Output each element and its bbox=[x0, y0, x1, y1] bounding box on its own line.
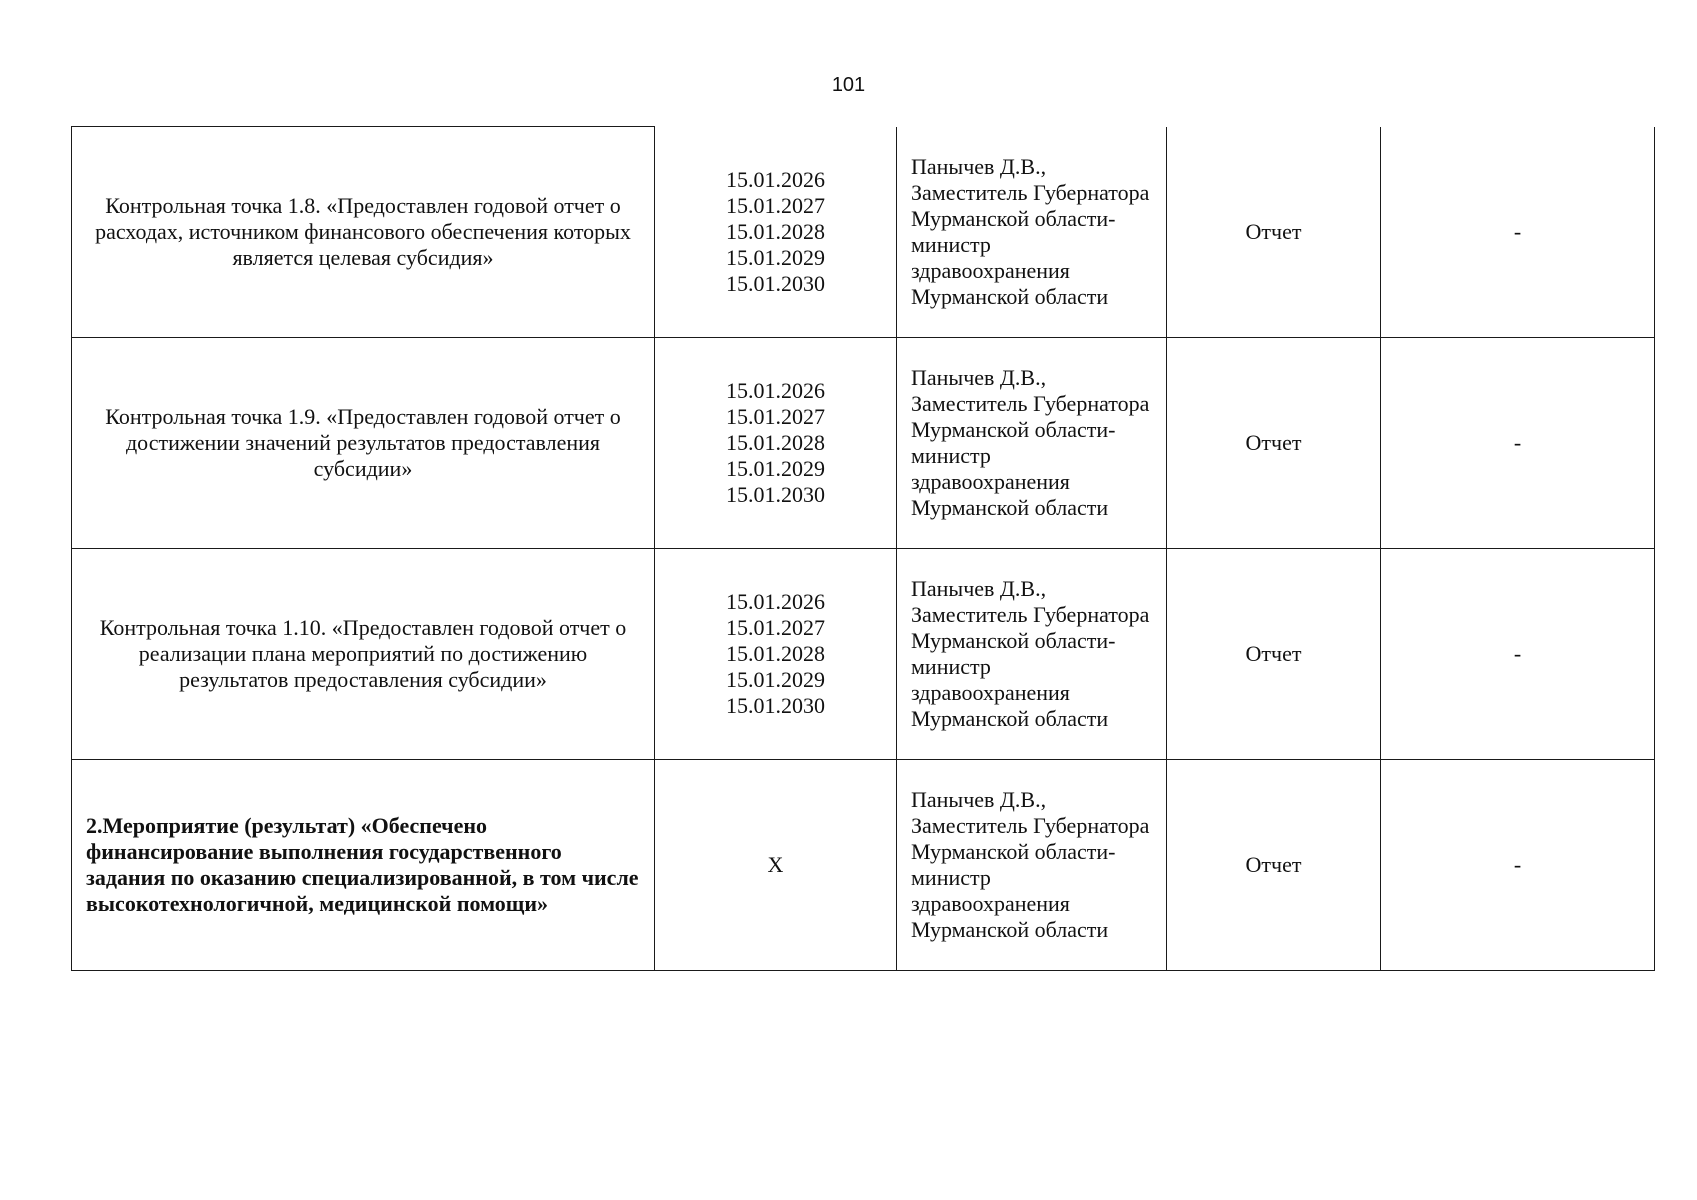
responsible-line: министр bbox=[911, 865, 991, 890]
responsible-line: здравоохранения bbox=[911, 469, 1070, 494]
deadline-date: 15.01.2026 bbox=[726, 589, 825, 614]
deadline-date: 15.01.2026 bbox=[726, 166, 825, 192]
document-type: Отчет bbox=[1167, 127, 1381, 338]
responsible-line: Мурманской области bbox=[911, 283, 1109, 309]
deadline-date: 15.01.2028 bbox=[726, 218, 825, 244]
deadline-dates bbox=[655, 127, 897, 338]
deadline-date: 15.01.2026 bbox=[726, 378, 825, 403]
deadline-date: 15.01.2028 bbox=[726, 641, 825, 666]
control-point-name: Контрольная точка 1.8. «Предоставлен годовой отчет о расходах, источником финансового обеспечения которых является целевая субсидия» bbox=[72, 127, 655, 338]
deadline-dates bbox=[655, 338, 897, 549]
deadline-date: 15.01.2030 bbox=[726, 693, 825, 718]
responsible-line: Мурманской области- bbox=[911, 628, 1116, 653]
responsible-line: Панычев Д.В., bbox=[911, 787, 1047, 812]
note: - bbox=[1381, 127, 1655, 338]
responsible-person bbox=[897, 127, 1167, 338]
deadline-date: 15.01.2029 bbox=[726, 667, 825, 692]
deadline-date: 15.01.2029 bbox=[726, 244, 825, 270]
responsible-line: министр bbox=[911, 231, 991, 257]
responsible-line: Мурманской области- bbox=[911, 839, 1116, 864]
note: - bbox=[1381, 760, 1655, 971]
responsible-line: Заместитель Губернатора bbox=[911, 813, 1150, 838]
responsible-line: Мурманской области- bbox=[911, 417, 1116, 442]
page-number: 101 bbox=[831, 74, 866, 96]
responsible-line: министр bbox=[911, 654, 991, 679]
deadline-dates bbox=[655, 760, 897, 971]
responsible-line: здравоохранения bbox=[911, 257, 1070, 283]
responsible-line: министр bbox=[911, 443, 991, 468]
table-row bbox=[72, 338, 1655, 549]
responsible-line: Заместитель Губернатора bbox=[911, 179, 1150, 205]
document-type: Отчет bbox=[1167, 760, 1381, 971]
responsible-line: Мурманской области bbox=[911, 495, 1109, 520]
deadline-date: 15.01.2028 bbox=[726, 430, 825, 455]
table-row bbox=[72, 549, 1655, 760]
control-point-name: Контрольная точка 1.9. «Предоставлен годовой отчет о достижении значений результатов предоставления субсидии» bbox=[72, 338, 655, 549]
responsible-person bbox=[897, 760, 1167, 971]
activity-name: 2.Мероприятие (результат) «Обеспечено финансирование выполнения государственного задания по оказанию специализированной, в том числе высокотехнологичной, медицинской помощи» bbox=[72, 760, 655, 971]
table-row bbox=[72, 760, 1655, 971]
responsible-line: здравоохранения bbox=[911, 680, 1070, 705]
deadline-dates bbox=[655, 549, 897, 760]
deadline-date: 15.01.2030 bbox=[726, 270, 825, 296]
document-type: Отчет bbox=[1167, 549, 1381, 760]
responsible-line: Панычев Д.В., bbox=[911, 365, 1047, 390]
responsible-line: Мурманской области bbox=[911, 917, 1109, 942]
deadline-date: 15.01.2027 bbox=[726, 615, 825, 640]
responsible-line: Мурманской области bbox=[911, 706, 1109, 731]
deadline-date: 15.01.2027 bbox=[726, 404, 825, 429]
responsible-line: Мурманской области- bbox=[911, 205, 1116, 231]
responsible-line: Заместитель Губернатора bbox=[911, 602, 1150, 627]
control-point-name: Контрольная точка 1.10. «Предоставлен годовой отчет о реализации плана мероприятий по достижению результатов предоставления субсидии» bbox=[72, 549, 655, 760]
responsible-person bbox=[897, 338, 1167, 549]
note: - bbox=[1381, 338, 1655, 549]
deadline-date: 15.01.2027 bbox=[726, 192, 825, 218]
responsible-line: Панычев Д.В., bbox=[911, 153, 1047, 179]
responsible-line: Панычев Д.В., bbox=[911, 576, 1047, 601]
deadline-date: 15.01.2029 bbox=[726, 456, 825, 481]
table-row bbox=[72, 127, 1655, 338]
responsible-line: Заместитель Губернатора bbox=[911, 391, 1150, 416]
responsible-line: здравоохранения bbox=[911, 891, 1070, 916]
document-type: Отчет bbox=[1167, 338, 1381, 549]
responsible-person bbox=[897, 549, 1167, 760]
control-points-table bbox=[71, 126, 1655, 971]
note: - bbox=[1381, 549, 1655, 760]
deadline-date: 15.01.2030 bbox=[726, 482, 825, 507]
deadline-date: X bbox=[767, 852, 784, 877]
